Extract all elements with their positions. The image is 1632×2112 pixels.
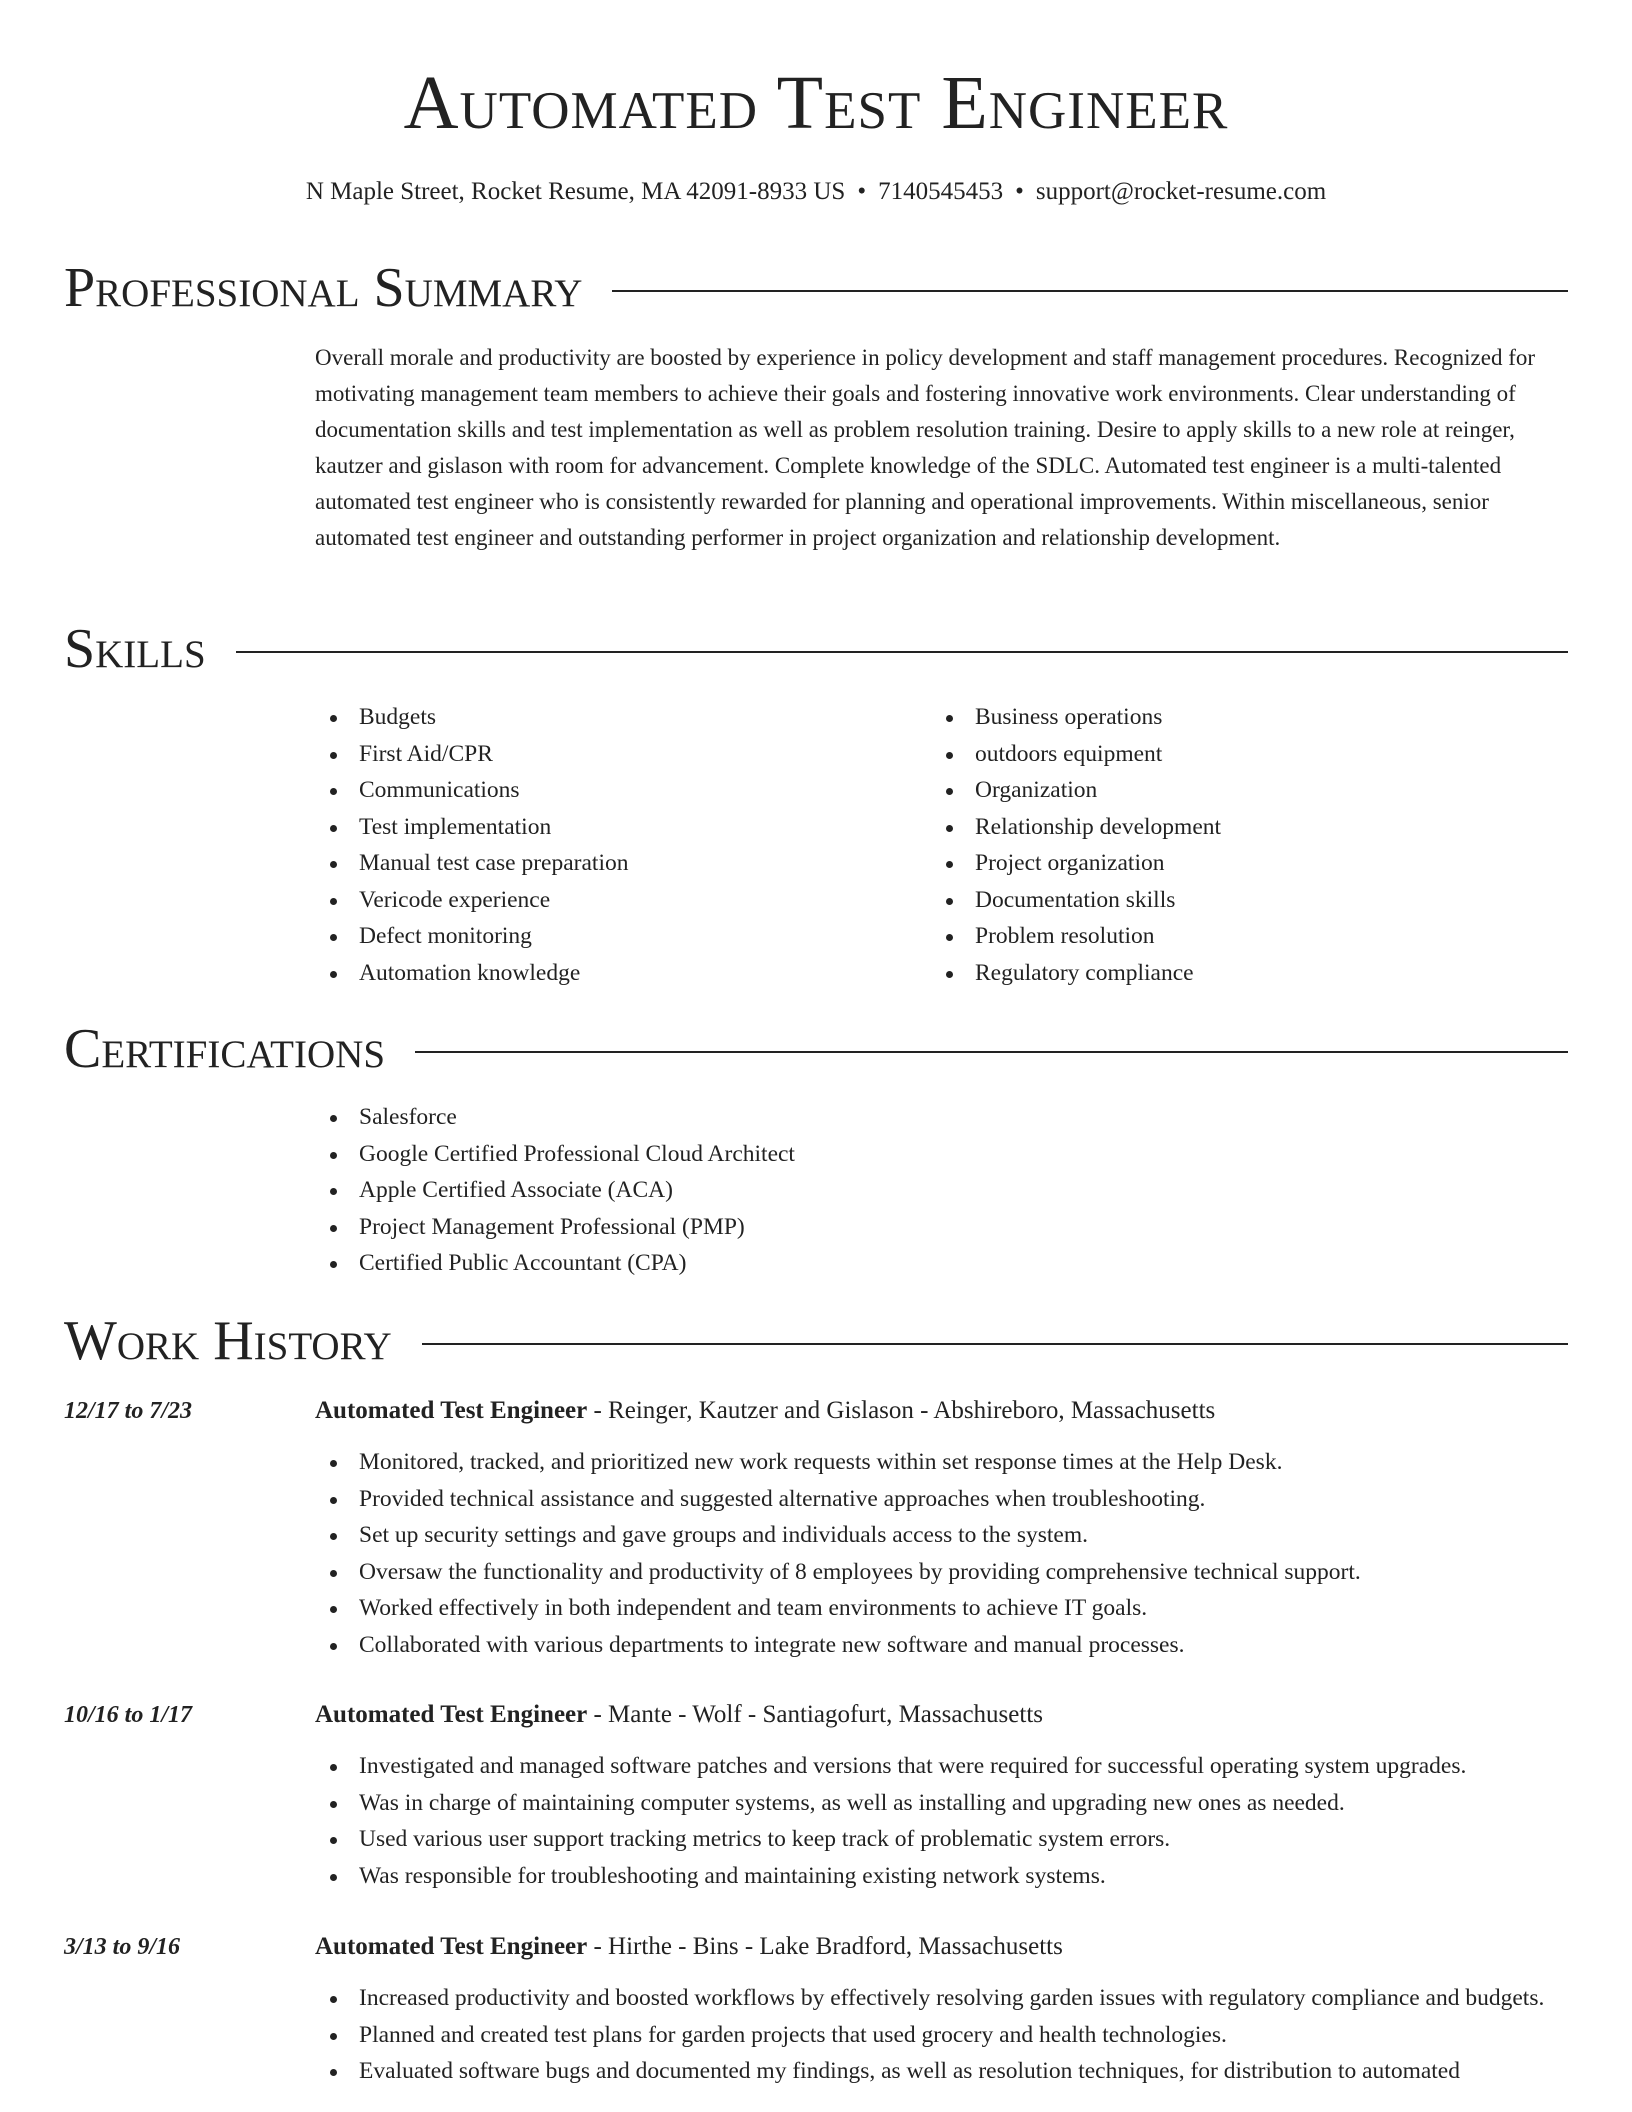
work-section-header xyxy=(64,1311,1568,1371)
job-heading xyxy=(315,1699,1043,1731)
job-employer: - Hirthe - Bins - Lake Bradford, Massachusetts xyxy=(587,1933,1063,1960)
certification-item: Certified Public Accountant (CPA) xyxy=(315,1245,795,1282)
skill-item: Documentation skills xyxy=(931,882,1221,919)
certification-item: Salesforce xyxy=(315,1099,795,1136)
summary-title: Professional Summary xyxy=(64,257,583,319)
skills-list-right xyxy=(931,699,1221,991)
certification-item: Google Certified Professional Cloud Architect xyxy=(315,1136,795,1173)
skills-title: Skills xyxy=(64,618,206,680)
skill-item: Defect monitoring xyxy=(315,918,628,955)
skill-item: Communications xyxy=(315,772,628,809)
phone-text: 7140545453 xyxy=(878,178,1004,205)
skill-item: Vericode experience xyxy=(315,882,628,919)
skill-item: outdoors equipment xyxy=(931,736,1221,773)
certifications-title: Certifications xyxy=(64,1018,386,1080)
skill-item: Organization xyxy=(931,772,1221,809)
email-text: support@rocket-resume.com xyxy=(1035,178,1327,205)
skill-item: Business operations xyxy=(931,699,1221,736)
summary-text: Overall morale and productivity are boosted by experience in policy development and staff management procedures. Recognized for motivating management team members to achieve their goals and fostering innovative work environments. Clear understanding of documentation skills and test implementation as well as problem resolution training. Desire to apply skills to a new role at reinger, kautzer and gislason with room for advancement. Complete knowledge of the SDLC. Automated test engineer is a multi-talented automated test engineer who is consistently rewarded for planning and operational improvements. Within miscellaneous, senior automated test engineer and outstanding performer in project organization and relationship development. xyxy=(315,345,1536,550)
section-divider xyxy=(422,1343,1568,1345)
job-bullet: Used various user support tracking metrics to keep track of problematic system errors. xyxy=(315,1821,1565,1858)
job-title: Automated Test Engineer xyxy=(315,1397,588,1424)
contact-separator: • xyxy=(1015,178,1024,205)
section-divider xyxy=(415,1051,1568,1053)
job-bullet: Collaborated with various departments to integrate new software and manual processes. xyxy=(315,1627,1565,1664)
job-bullet: Monitored, tracked, and prioritized new work requests within set response times at the Help Desk. xyxy=(315,1444,1565,1481)
skill-item: Manual test case preparation xyxy=(315,845,628,882)
job-bullet: Provided technical assistance and suggested alternative approaches when troubleshooting. xyxy=(315,1481,1565,1518)
work-title: Work History xyxy=(64,1310,392,1372)
job-employer: - Mante - Wolf - Santiagofurt, Massachusetts xyxy=(587,1701,1043,1728)
skill-item: Budgets xyxy=(315,699,628,736)
job-title: Automated Test Engineer xyxy=(315,1933,588,1960)
skill-item: Problem resolution xyxy=(931,918,1221,955)
job-bullet: Planned and created test plans for garden projects that used grocery and health technologies. xyxy=(315,2017,1565,2054)
job-dates: 10/16 to 1/17 xyxy=(64,1702,193,1728)
summary-section-header xyxy=(64,258,1568,318)
contact-line xyxy=(0,176,1632,208)
job-employer: - Reinger, Kautzer and Gislason - Abshireboro, Massachusetts xyxy=(587,1397,1216,1424)
section-divider xyxy=(236,651,1568,653)
address-text: N Maple Street, Rocket Resume, MA 42091-8933 US xyxy=(305,178,846,205)
section-divider xyxy=(612,290,1568,292)
job-bullet: Investigated and managed software patches and versions that were required for successful operating system upgrades. xyxy=(315,1748,1565,1785)
skill-item: First Aid/CPR xyxy=(315,736,628,773)
job-bullets xyxy=(315,1444,1565,1663)
job-title: Automated Test Engineer xyxy=(315,1701,588,1728)
skill-item: Project organization xyxy=(931,845,1221,882)
skill-item: Regulatory compliance xyxy=(931,955,1221,992)
job-bullet: Increased productivity and boosted workflows by effectively resolving garden issues with regulatory compliance and budgets. xyxy=(315,1980,1565,2017)
skills-list-left xyxy=(315,699,628,991)
skills-section-header xyxy=(64,619,1568,679)
job-bullet: Was responsible for troubleshooting and maintaining existing network systems. xyxy=(315,1858,1565,1895)
job-bullets xyxy=(315,1980,1565,2090)
certification-item: Apple Certified Associate (ACA) xyxy=(315,1172,795,1209)
job-heading xyxy=(315,1931,1063,1963)
skill-item: Test implementation xyxy=(315,809,628,846)
contact-separator: • xyxy=(857,178,867,205)
job-bullet: Was in charge of maintaining computer systems, as well as installing and upgrading new ones as needed. xyxy=(315,1785,1565,1822)
job-heading xyxy=(315,1395,1215,1427)
skill-item: Automation knowledge xyxy=(315,955,628,992)
certifications-section-header xyxy=(64,1019,1568,1079)
job-dates: 12/17 to 7/23 xyxy=(64,1398,193,1424)
job-bullet: Evaluated software bugs and documented my findings, as well as resolution techniques, for distribution to automated xyxy=(315,2053,1565,2090)
job-bullet: Worked effectively in both independent and team environments to achieve IT goals. xyxy=(315,1590,1565,1627)
job-bullets xyxy=(315,1748,1565,1894)
job-bullet: Oversaw the functionality and productivity of 8 employees by providing comprehensive technical support. xyxy=(315,1554,1565,1591)
certifications-list xyxy=(315,1099,795,1282)
job-dates: 3/13 to 9/16 xyxy=(64,1934,181,1960)
skill-item: Relationship development xyxy=(931,809,1221,846)
job-bullet: Set up security settings and gave groups and individuals access to the system. xyxy=(315,1517,1565,1554)
resume-name: Automated Test Engineer xyxy=(403,61,1229,145)
certification-item: Project Management Professional (PMP) xyxy=(315,1209,795,1246)
